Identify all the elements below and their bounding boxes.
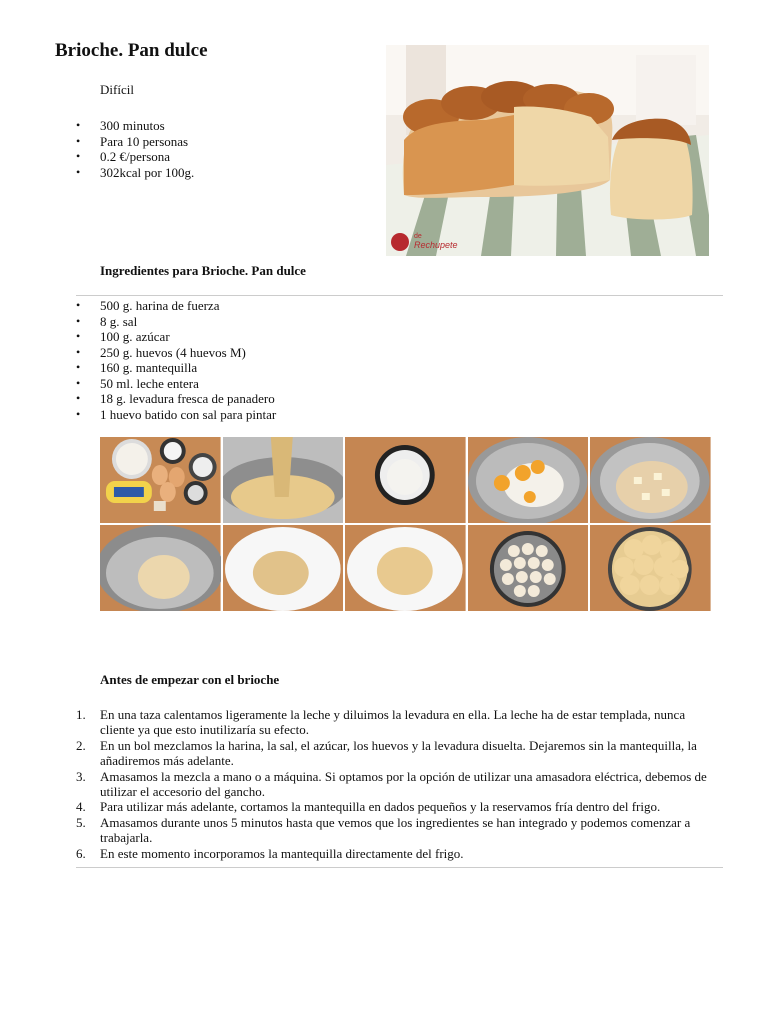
logo-icon: [391, 233, 409, 251]
ingredient-item: • 500 g. harina de fuerza: [100, 298, 276, 314]
instruction-step: 3. Amasamos la mezcla a mano o a máquina. Si optamos por la opción de utilizar una amasadora eléctrica, debemos de utilizar el accesorio del gancho.: [76, 768, 707, 800]
cost-per-person: • 0.2 €/persona: [100, 149, 194, 165]
instructions-list: [76, 707, 720, 861]
divider: [76, 295, 723, 296]
ingredient-item: • 100 g. azúcar: [100, 329, 276, 345]
step-photo-dough-bowl-1: [223, 525, 344, 611]
watermark-brand: Rechupete: [414, 240, 458, 250]
ingredient-item: • 160 g. mantequilla: [100, 360, 276, 376]
difficulty-label: Difícil: [100, 82, 134, 97]
instruction-step: 1. En una taza calentamos ligeramente la leche y diluimos la levadura en ella. La leche ha de estar templada, nunca cliente ya que esto inutilizaría su efecto.: [76, 707, 686, 738]
ingredients-heading: Ingredientes para Brioche. Pan dulce: [100, 263, 306, 278]
recipe-meta-list: [100, 118, 194, 180]
step-photo-grid: [100, 437, 711, 611]
step-photo-dough-ball: [100, 525, 221, 611]
step-photo-butter-dough: [590, 437, 711, 523]
ingredients-list: [100, 298, 276, 422]
brioche-photo: [386, 45, 709, 256]
step-photo-dough-bowl-2: [345, 525, 466, 611]
ingredient-item: • 50 ml. leche entera: [100, 376, 276, 392]
servings: • Para 10 personas: [100, 134, 194, 150]
instruction-step: 4. Para utilizar más adelante, cortamos la mantequilla en dados pequeños y la reservamos fría dentro del frigo.: [76, 799, 661, 815]
brioche-illustration: [386, 45, 709, 256]
ingredient-item: • 1 huevo batido con sal para pintar: [100, 407, 276, 423]
ingredient-item: • 18 g. levadura fresca de panadero: [100, 391, 276, 407]
calories: • 302kcal por 100g.: [100, 165, 194, 181]
instruction-step: 6. En este momento incorporamos la mantequilla directamente del frigo.: [76, 845, 464, 861]
recipe-title: Brioche. Pan dulce: [55, 40, 208, 61]
step-photo-eggs-flour: [468, 437, 589, 523]
step-photo-ingredients: [100, 437, 221, 523]
instruction-step: 2. En un bol mezclamos la harina, la sal, el azúcar, los huevos y la levadura disuelta. Dejaremos sin la mantequilla, la añadiremos más adelante.: [76, 737, 697, 769]
instructions-heading: Antes de empezar con el brioche: [100, 672, 280, 687]
divider: [76, 867, 723, 868]
instruction-step: 5. Amasamos durante unos 5 minutos hasta que vemos que los ingredientes se han integrado y podemos comenzar a trabajarla.: [76, 814, 691, 846]
step-photo-yeast-bowl: [345, 437, 466, 523]
ingredient-item: • 250 g. huevos (4 huevos M): [100, 345, 276, 361]
ingredient-item: • 8 g. sal: [100, 314, 276, 330]
step-photo-mixing: [223, 437, 344, 523]
prep-time: • 300 minutos: [100, 118, 194, 134]
watermark-small: de: [414, 233, 422, 240]
step-photo-dough-balls: [468, 525, 589, 611]
step-photo-risen-brioche: [590, 525, 711, 611]
